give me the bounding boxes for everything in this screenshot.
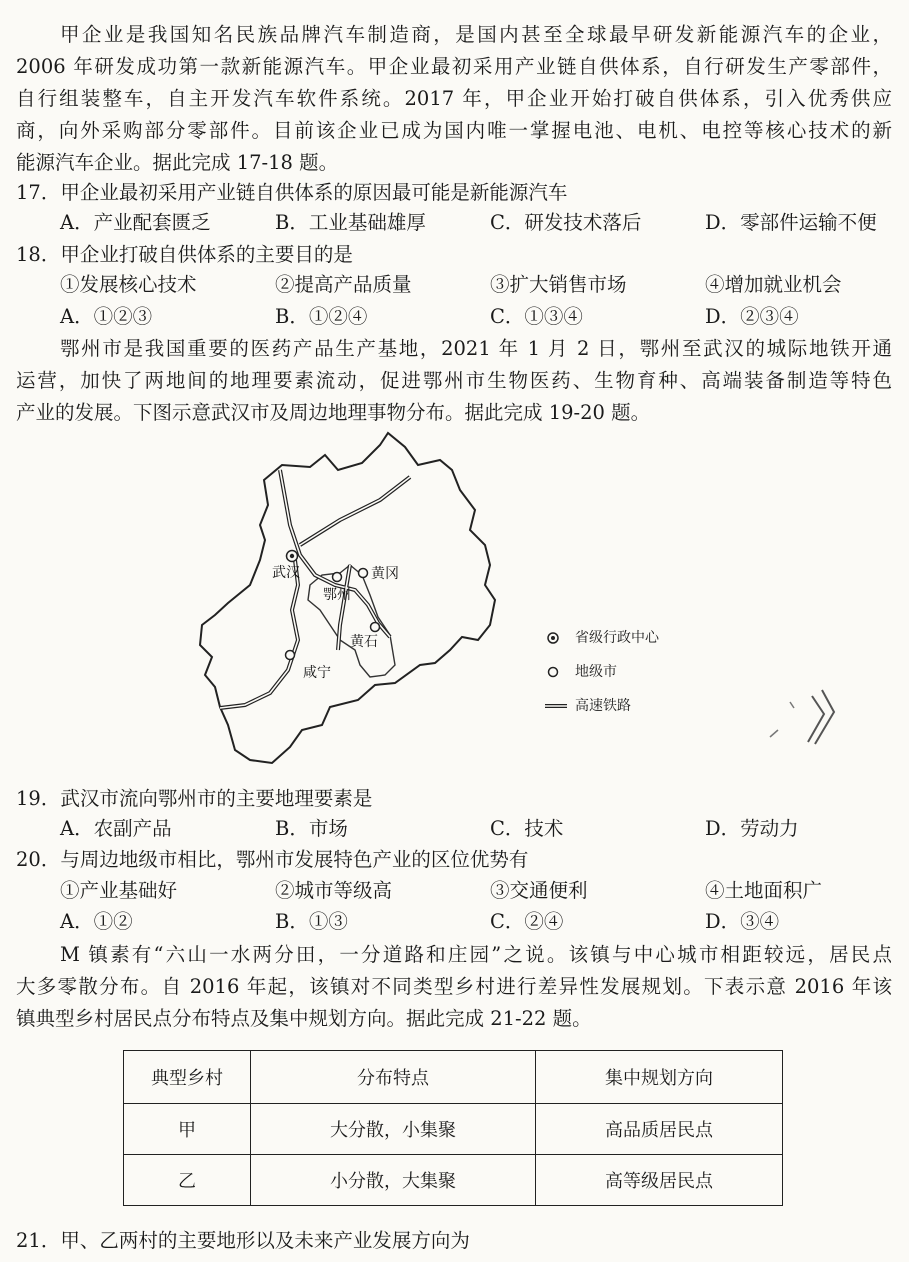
- railway-symbol-icon: [545, 698, 567, 714]
- q19-option-a[interactable]: A．农副产品: [60, 817, 172, 840]
- label-xianning: 咸宁: [303, 665, 331, 681]
- legend-city: [545, 660, 705, 694]
- table-cell: 高品质居民点: [536, 1104, 783, 1155]
- label-huanggang: 黄冈: [371, 566, 399, 582]
- q20-item-4: ④土地面积广: [705, 879, 823, 902]
- q18-item-4: ④增加就业机会: [705, 273, 842, 296]
- q20-option-d[interactable]: D．③④: [705, 910, 780, 933]
- table-cell: 大分散，小集聚: [251, 1104, 536, 1155]
- table-cell: 小分散，大集聚: [251, 1155, 536, 1206]
- q17-option-b[interactable]: B．工业基础雄厚: [275, 211, 426, 234]
- table-header: 分布特点: [251, 1051, 536, 1104]
- passage1-line4: 商，向外采购部分零部件。目前该企业已成为国内唯一掌握电池、电机、电控等核心技术的新: [16, 119, 892, 142]
- passage3-line3: 镇典型乡村居民点分布特点及集中规划方向。据此完成 21-22 题。: [16, 1007, 592, 1030]
- q20-items: [60, 876, 890, 906]
- q19-option-b[interactable]: B．市场: [275, 817, 348, 840]
- q17-option-a[interactable]: A．产业配套匮乏: [60, 211, 211, 234]
- q18-stem: 18．甲企业打破自供体系的主要目的是: [16, 243, 353, 266]
- table-header: 典型乡村: [124, 1051, 251, 1104]
- passage3-line2: 大多零散分布。自 2016 年起，该镇对不同类型乡村进行差异性发展规划。下表示意 2016 年该: [16, 975, 892, 998]
- label-wuhan: 武汉: [272, 565, 300, 581]
- q18-option-b[interactable]: B．①②④: [275, 305, 368, 328]
- city-symbol-icon: [545, 664, 567, 680]
- q20-option-a[interactable]: A．①②: [60, 910, 133, 933]
- q17-options: [60, 208, 890, 238]
- legend-railway-label: 高速铁路: [575, 698, 631, 714]
- q17-option-d[interactable]: D．零部件运输不便: [705, 211, 877, 234]
- q20-stem: 20．与周边地级市相比，鄂州市发展特色产业的区位优势有: [16, 848, 529, 871]
- table-header: 集中规划方向: [536, 1051, 783, 1104]
- q19-option-c[interactable]: C．技术: [490, 817, 564, 840]
- table-row: [124, 1155, 783, 1206]
- table-header-row: [124, 1051, 783, 1104]
- passage3-line1: M 镇素有“六山一水两分田，一分道路和庄园”之说。该镇与中心城市相距较远，居民点: [60, 943, 892, 966]
- legend-capital: [545, 626, 705, 660]
- passage2-line2: 运营，加快了两地间的地理要素流动，促进鄂州市生物医药、生物育种、高端装备制造等特色: [16, 369, 892, 392]
- q20-options: [60, 907, 890, 937]
- legend-railway: [545, 694, 705, 728]
- city-wuhan: [272, 551, 300, 582]
- q18-item-3: ③扩大销售市场: [490, 273, 627, 296]
- city-huangshi: [350, 623, 380, 651]
- legend-city-label: 地级市: [575, 664, 617, 680]
- passage2-line1: 鄂州市是我国重要的医药产品生产基地，2021 年 1 月 2 日，鄂州至武汉的城际地铁开通: [60, 337, 892, 360]
- capital-symbol-icon: [545, 630, 567, 646]
- q18-option-a[interactable]: A．①②③: [60, 305, 153, 328]
- legend-capital-label: 省级行政中心: [575, 630, 659, 646]
- q19-option-d[interactable]: D．劳动力: [705, 817, 799, 840]
- q18-option-c[interactable]: C．①③④: [490, 305, 583, 328]
- table-row: [124, 1104, 783, 1155]
- passage1-line2: 2006 年研发成功第一款新能源汽车。甲企业最初采用产业链自供体系，自行研发生产零部件，: [16, 55, 892, 78]
- passage1-line1: 甲企业是我国知名民族品牌汽车制造商，是国内甚至全球最早研发新能源汽车的企业，: [60, 23, 892, 46]
- q19-options: [60, 814, 890, 844]
- q20-option-c[interactable]: C．②④: [490, 910, 564, 933]
- q20-item-1: ①产业基础好: [60, 879, 178, 902]
- table-cell: 乙: [124, 1155, 251, 1206]
- label-huangshi: 黄石: [350, 634, 378, 650]
- q18-options: [60, 302, 890, 332]
- q20-item-3: ③交通便利: [490, 879, 588, 902]
- q17-option-c[interactable]: C．研发技术落后: [490, 211, 642, 234]
- q19-stem: 19．武汉市流向鄂州市的主要地理要素是: [16, 787, 373, 810]
- q21-stem: 21．甲、乙两村的主要地形以及未来产业发展方向为: [16, 1229, 470, 1252]
- map-legend: [545, 626, 705, 728]
- q17-stem: 17．甲企业最初采用产业链自供体系的原因最可能是新能源汽车: [16, 181, 568, 204]
- q20-item-2: ②城市等级高: [275, 879, 393, 902]
- q18-items: [60, 270, 890, 300]
- label-ezhou: 鄂州: [323, 587, 351, 603]
- table-cell: 甲: [124, 1104, 251, 1155]
- scan-mark-icon: [760, 682, 840, 752]
- passage1-line3: 自行组装整车，自主开发汽车软件系统。2017 年，甲企业开始打破自供体系，引入优秀供应: [16, 87, 892, 110]
- passage1-line5: 能源汽车企业。据此完成 17-18 题。: [16, 151, 339, 174]
- q18-option-d[interactable]: D．②③④: [705, 305, 799, 328]
- village-table: [123, 1050, 783, 1206]
- q18-item-2: ②提高产品质量: [275, 273, 412, 296]
- passage2-line3: 产业的发展。下图示意武汉市及周边地理事物分布。据此完成 19-20 题。: [16, 401, 651, 424]
- q18-item-1: ①发展核心技术: [60, 273, 197, 296]
- table-cell: 高等级居民点: [536, 1155, 783, 1206]
- city-xianning: [286, 651, 332, 682]
- q20-option-b[interactable]: B．①③: [275, 910, 348, 933]
